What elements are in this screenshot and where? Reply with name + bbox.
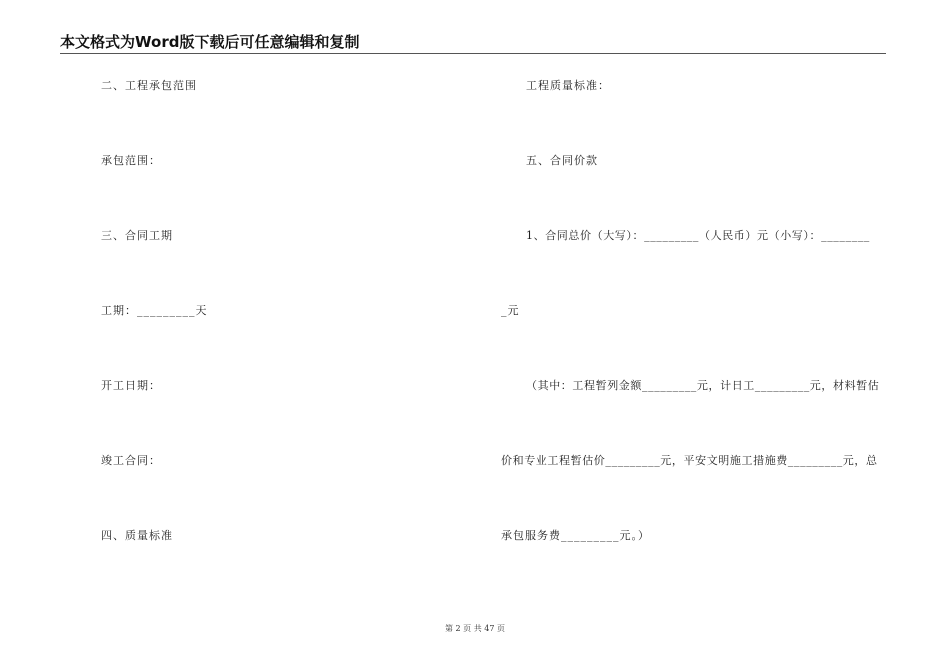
- total-price-line: 1、合同总价（大写）：_________（人民币）元（小写）：________: [526, 229, 870, 242]
- section-heading-duration: 三、合同工期: [101, 229, 173, 242]
- section-heading-price: 五、合同价款: [526, 154, 598, 167]
- page-number: 第 2 页 共 47 页: [445, 624, 505, 633]
- section-heading-quality: 四、质量标准: [101, 529, 173, 542]
- price-breakdown-line-2: 价和专业工程暂估价_________元，平安文明施工措施费_________元，总: [501, 454, 878, 467]
- start-date-label: 开工日期：: [101, 379, 161, 392]
- duration-field: 工期：_________天: [101, 304, 208, 317]
- page-header: [60, 33, 886, 54]
- total-price-continuation: _元: [501, 304, 520, 317]
- quality-standard-label: 工程质量标准：: [526, 79, 610, 92]
- contract-scope-label: 承包范围：: [101, 154, 161, 167]
- price-breakdown-line-3: 承包服务费_________元。）: [501, 529, 650, 542]
- price-breakdown-line-1: （其中：工程暂列金额_________元，计日工_________元，材料暂估: [526, 379, 880, 392]
- completion-label: 竣工合同：: [101, 454, 161, 467]
- header-title: 本文格式为Word版下载后可任意编辑和复制: [60, 33, 360, 51]
- section-heading-scope: 二、工程承包范围: [101, 79, 197, 92]
